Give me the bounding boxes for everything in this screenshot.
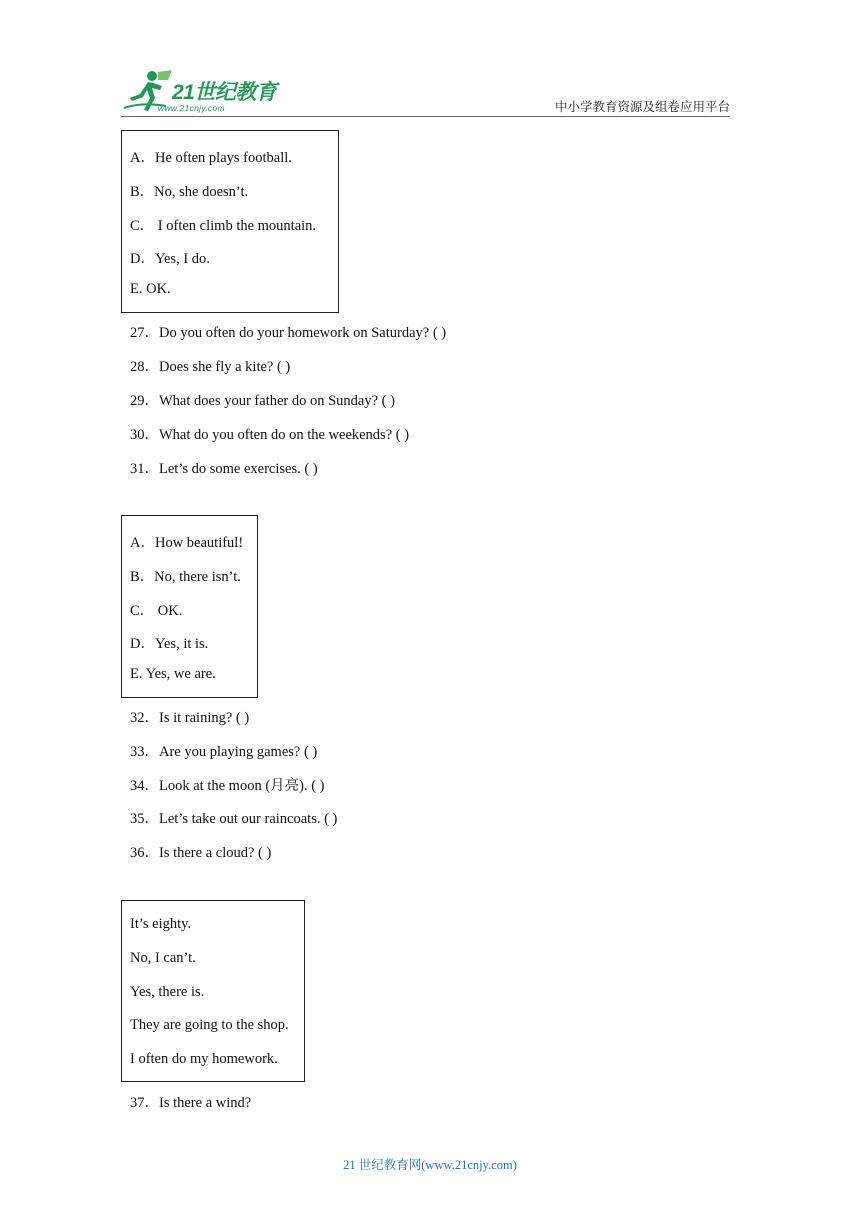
question-34: 34．Look at the moon (月亮). ( ): [130, 778, 325, 794]
question-35: 35．Let’s take out our raincoats. ( ): [130, 811, 338, 827]
option-line: It’s eighty.: [130, 916, 192, 932]
logo-text: 21世纪教育: [172, 81, 277, 104]
option-line: D．Yes, I do.: [130, 251, 210, 267]
question-33: 33．Are you playing games? ( ): [130, 744, 318, 760]
option-line: E. Yes, we are.: [130, 666, 216, 682]
question-29: 29．What does your father do on Sunday? ( ): [130, 393, 395, 409]
option-line: B．No, there isn’t.: [130, 569, 241, 585]
option-line: D．Yes, it is.: [130, 636, 209, 652]
question-31: 31．Let’s do some exercises. ( ): [130, 461, 318, 477]
question-36: 36．Is there a cloud? ( ): [130, 845, 272, 861]
logo-url: www.21cnjy.com: [158, 103, 225, 113]
question-28: 28．Does she fly a kite? ( ): [130, 359, 291, 375]
options-box-1: [121, 130, 339, 313]
option-line: Yes, there is.: [130, 984, 205, 1000]
logo: [122, 68, 292, 118]
option-line: A．How beautiful!: [130, 535, 244, 551]
question-32: 32．Is it raining? ( ): [130, 710, 250, 726]
header-divider: [121, 116, 730, 117]
option-line: B．No, she doesn’t.: [130, 184, 249, 200]
footer-text: 21 世纪教育网(www.21cnjy.com): [343, 1158, 517, 1172]
question-30: 30．What do you often do on the weekends? ( ): [130, 427, 410, 443]
option-line: E. OK.: [130, 281, 171, 297]
option-line: I often do my homework.: [130, 1051, 278, 1067]
options-box-2: [121, 515, 258, 698]
question-27: 27．Do you often do your homework on Saturday? ( ): [130, 325, 447, 341]
option-line: A．He often plays football.: [130, 150, 292, 166]
options-box-3: [121, 900, 305, 1082]
option-line: They are going to the shop.: [130, 1017, 289, 1033]
question-37: 37．Is there a wind?: [130, 1095, 252, 1111]
header-platform-text: 中小学教育资源及组卷应用平台: [554, 99, 730, 114]
option-line: C． I often climb the mountain.: [130, 218, 317, 234]
option-line: C． OK.: [130, 603, 183, 619]
option-line: No, I can’t.: [130, 950, 196, 966]
